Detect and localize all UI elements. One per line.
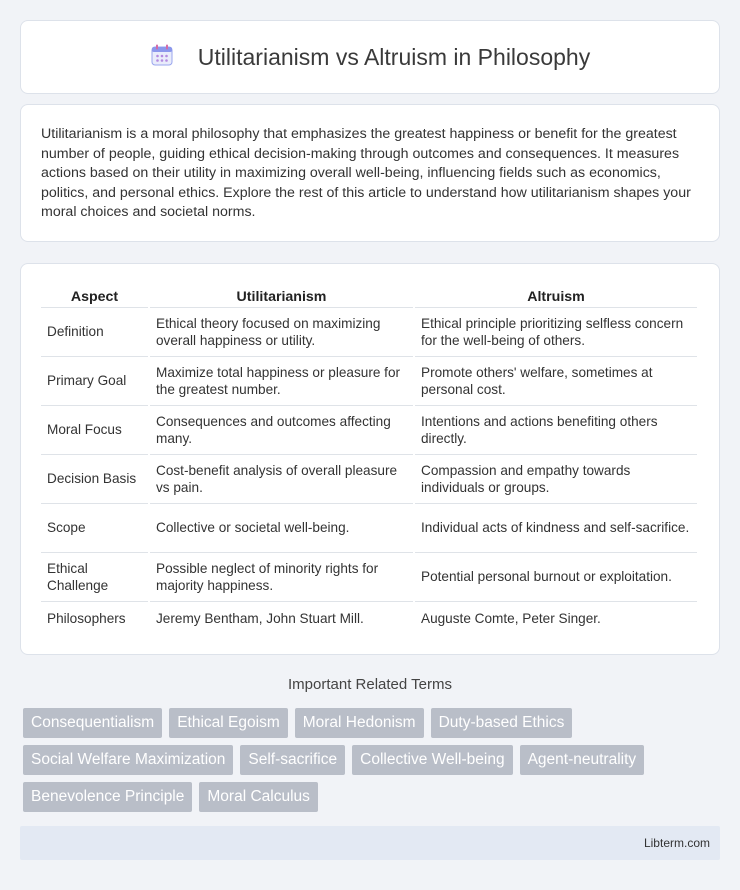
aspect-cell: Philosophers [47, 611, 126, 627]
column-header-utilitarianism: Utilitarianism [150, 284, 413, 308]
calendar-icon [150, 43, 174, 72]
intro-card [20, 104, 720, 242]
aspect-cell: Ethical Challenge [41, 553, 148, 602]
comparison-table [39, 284, 699, 636]
table-header-row [41, 284, 697, 308]
aspect-cell: Primary Goal [41, 357, 148, 406]
table-row [41, 504, 697, 553]
related-term-tag[interactable]: Duty-based Ethics [431, 708, 573, 738]
utilitarianism-cell: Ethical theory focused on maximizing overall happiness or utility. [150, 308, 413, 357]
altruism-cell: Potential personal burnout or exploitation. [415, 553, 697, 602]
comparison-card [20, 263, 720, 655]
altruism-cell: Auguste Comte, Peter Singer. [421, 611, 601, 627]
related-term-tag[interactable]: Agent-neutrality [520, 745, 645, 775]
altruism-cell: Individual acts of kindness and self-sacrifice. [415, 504, 697, 553]
related-term-tag[interactable]: Social Welfare Maximization [23, 745, 233, 775]
related-term-tag[interactable]: Consequentialism [23, 708, 162, 738]
table-row [41, 308, 697, 357]
page-title: Utilitarianism vs Altruism in Philosophy [197, 43, 591, 70]
table-row [41, 602, 697, 636]
altruism-cell: Compassion and empathy towards individuals or groups. [415, 455, 697, 504]
related-term-tag[interactable]: Moral Calculus [199, 782, 318, 812]
title-card [20, 20, 720, 94]
footer-site-link[interactable]: Libterm.com [643, 836, 710, 850]
related-term-tag[interactable]: Benevolence Principle [23, 782, 192, 812]
utilitarianism-cell: Jeremy Bentham, John Stuart Mill. [156, 611, 364, 627]
utilitarianism-cell: Cost-benefit analysis of overall pleasure vs pain. [150, 455, 413, 504]
utilitarianism-cell: Consequences and outcomes affecting many. [150, 406, 413, 455]
column-header-aspect: Aspect [41, 284, 148, 308]
table-row [41, 553, 697, 602]
related-term-tag[interactable]: Ethical Egoism [169, 708, 288, 738]
altruism-cell: Intentions and actions benefiting others directly. [415, 406, 697, 455]
related-terms-heading: Important Related Terms [288, 676, 452, 693]
altruism-cell: Ethical principle prioritizing selfless concern for the well-being of others. [415, 308, 697, 357]
related-terms-list [23, 708, 723, 812]
table-row [41, 357, 697, 406]
intro-paragraph: Utilitarianism is a moral philosophy that emphasizes the greatest happiness or benefit for the greatest number of people, guiding ethical decision-making through outcomes and consequences. It measures actions based on their utility in maximizing overall well-being, influencing fields such as economics, politics, and personal ethics. Explore the rest of this article to understand how utilitarianism shapes your moral choices and societal norms. [41, 126, 691, 221]
altruism-cell: Promote others' welfare, sometimes at personal cost. [415, 357, 697, 406]
aspect-cell: Moral Focus [41, 406, 148, 455]
table-row [41, 406, 697, 455]
utilitarianism-cell: Collective or societal well-being. [150, 504, 413, 553]
utilitarianism-cell: Possible neglect of minority rights for majority happiness. [150, 553, 413, 602]
related-term-tag[interactable]: Self-sacrifice [240, 745, 345, 775]
aspect-cell: Scope [41, 504, 148, 553]
related-term-tag[interactable]: Collective Well-being [352, 745, 512, 775]
footer [20, 826, 720, 860]
table-row [41, 455, 697, 504]
aspect-cell: Definition [41, 308, 148, 357]
related-term-tag[interactable]: Moral Hedonism [295, 708, 424, 738]
aspect-cell: Decision Basis [41, 455, 148, 504]
utilitarianism-cell: Maximize total happiness or pleasure for the greatest number. [150, 357, 413, 406]
column-header-altruism: Altruism [415, 284, 697, 308]
